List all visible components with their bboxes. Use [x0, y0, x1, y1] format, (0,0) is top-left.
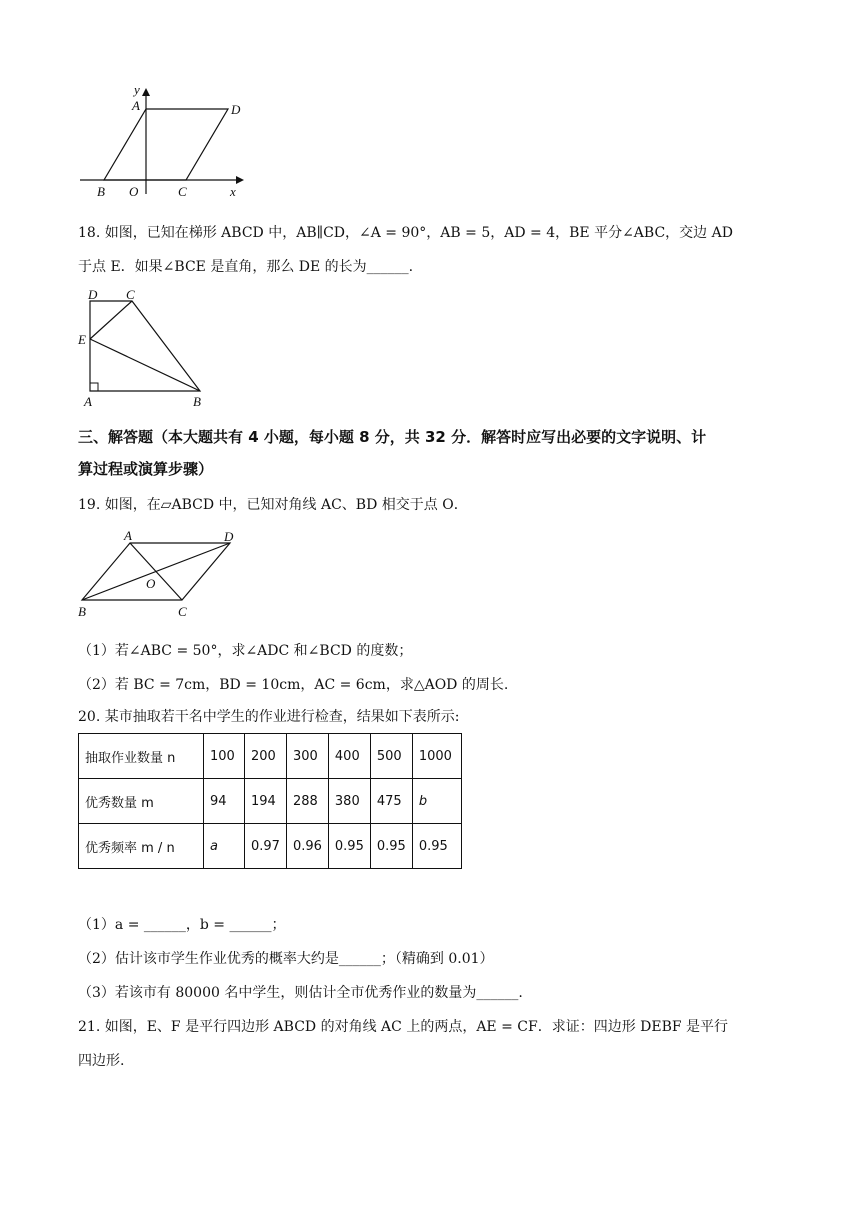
section-3-heading-line1: 三、解答题（本大题共有 4 小题，每小题 8 分，共 32 分．解答时应写出必要的文字说明、计	[78, 428, 707, 446]
table-cell: 0.95	[370, 824, 412, 869]
fig17-label-y: y	[134, 82, 140, 97]
q20-intro: 20. 某市抽取若干名中学生的作业进行检查，结果如下表所示:	[78, 709, 460, 725]
fig17-label-d: D	[231, 102, 241, 117]
fig18-label-d: D	[88, 287, 98, 302]
q19-intro: 19. 如图，在▱ABCD 中，已知对角线 AC、BD 相交于点 O．	[78, 497, 468, 513]
table-row	[79, 734, 462, 779]
fig18-label-c: C	[126, 287, 135, 302]
table-cell: 优秀数量 m	[79, 779, 204, 824]
table-cell: 1000	[412, 734, 461, 779]
fig17-label-a: A	[132, 98, 140, 113]
q18-line1: 18. 如图，已知在梯形 ABCD 中，AB∥CD，∠A = 90°，AB = 5，AD = 4，BE 平分∠ABC，交边 AD	[78, 225, 733, 241]
fig19-label-a: A	[124, 528, 132, 543]
fig19-label-b: B	[78, 604, 86, 619]
fig18-label-a: A	[84, 394, 92, 409]
figure-19	[74, 528, 250, 622]
table-cell: 0.96	[286, 824, 328, 869]
q18-line2: 于点 E．如果∠BCE 是直角，那么 DE 的长为______.	[78, 259, 414, 275]
table-cell: 400	[328, 734, 370, 779]
q20-part2: （2）估计该市学生作业优秀的概率大约是______；（精确到 0.01）	[78, 951, 494, 967]
section-3-heading-line2: 算过程或演算步骤）	[78, 460, 214, 478]
table-row	[79, 824, 462, 869]
figure-17	[78, 82, 258, 200]
q19-part2: （2）若 BC = 7cm，BD = 10cm，AC = 6cm，求△AOD 的周长.	[78, 677, 509, 693]
table-cell: 0.95	[328, 824, 370, 869]
q20-part3: （3）若该市有 80000 名中学生，则估计全市优秀作业的数量为______.	[78, 985, 523, 1001]
table-row	[79, 779, 462, 824]
fig17-label-o: O	[129, 184, 139, 199]
table-cell: 100	[204, 734, 245, 779]
q21-line2: 四边形.	[78, 1053, 125, 1069]
table-cell: 0.97	[245, 824, 287, 869]
table-cell: 194	[245, 779, 287, 824]
fig19-label-d: D	[224, 529, 234, 544]
table-cell: 300	[286, 734, 328, 779]
table-cell: 94	[204, 779, 245, 824]
table-cell: 475	[370, 779, 412, 824]
q19-part1: （1）若∠ABC = 50°，求∠ADC 和∠BCD 的度数；	[78, 643, 413, 659]
table-cell: 288	[286, 779, 328, 824]
table-cell: 380	[328, 779, 370, 824]
fig17-label-b: B	[97, 184, 105, 199]
fig19-label-o: O	[146, 576, 156, 591]
q20-part1: （1）a = ______，b = ______；	[78, 917, 286, 933]
q21-line1: 21. 如图，E、F 是平行四边形 ABCD 的对角线 AC 上的两点，AE = CF．求证：四边形 DEBF 是平行	[78, 1019, 729, 1035]
table-cell: 0.95	[412, 824, 461, 869]
table-cell: 抽取作业数量 n	[79, 734, 204, 779]
table-cell: 200	[245, 734, 287, 779]
table-cell: 优秀频率 m / n	[79, 824, 204, 869]
table-cell: b	[412, 779, 461, 824]
figure-18	[74, 286, 214, 410]
fig18-label-e: E	[78, 332, 86, 347]
table-cell: a	[204, 824, 245, 869]
table-cell: 500	[370, 734, 412, 779]
q20-table	[78, 733, 462, 869]
fig19-label-c: C	[178, 604, 187, 619]
fig17-label-c: C	[178, 184, 187, 199]
fig18-label-b: B	[193, 394, 201, 409]
fig17-label-x: x	[230, 184, 236, 199]
